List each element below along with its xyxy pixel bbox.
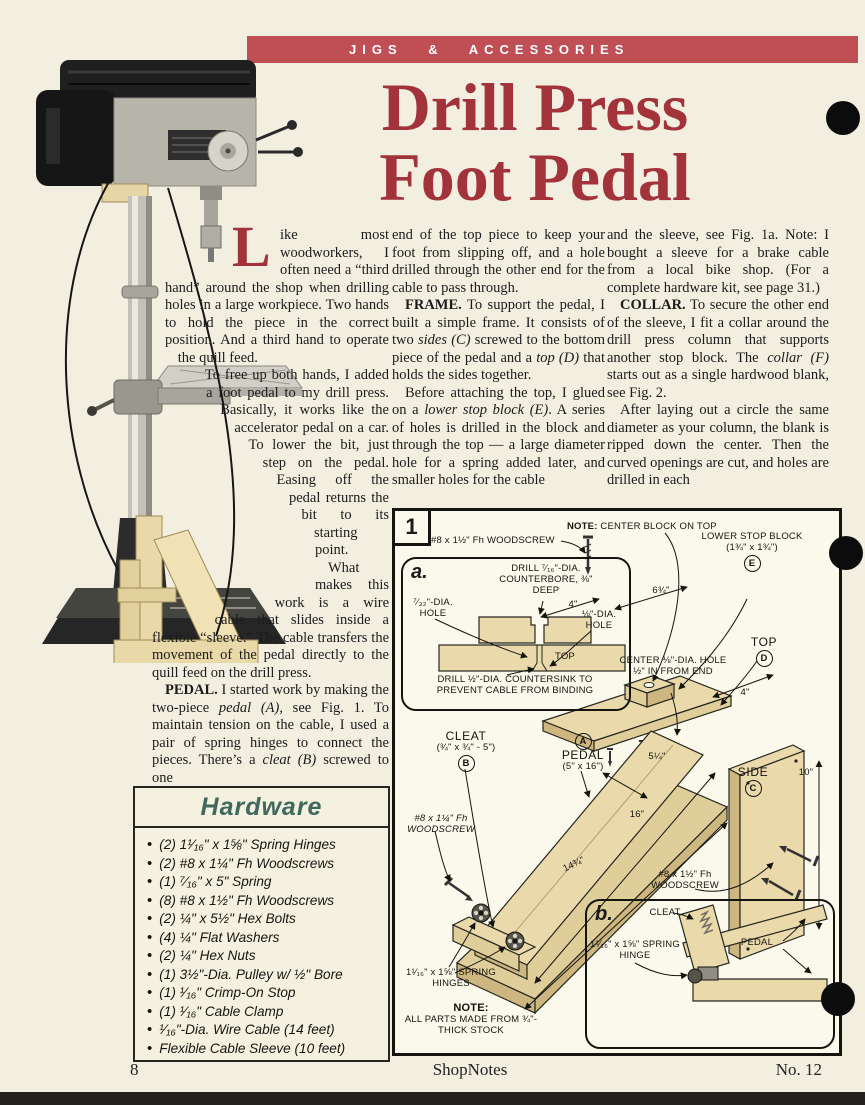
article-title <box>295 69 775 215</box>
label-countersink: DRILL ½"-DIA. COUNTERSINK TO PREVENT CABLE FROM BINDING <box>436 674 594 696</box>
label-pedal-text: PEDAL <box>561 748 605 762</box>
article-title-line2: Foot Pedal <box>379 139 691 215</box>
hardware-title-bar <box>135 788 388 828</box>
part-letter-d: D <box>756 650 773 667</box>
label-pedal-dim: (5" x 16") <box>562 761 604 772</box>
label-spring-hinges: 1¹⁄₁₆" x 1⅝" SPRING HINGES <box>406 967 496 989</box>
label-dim-10: 10" <box>798 767 814 778</box>
label-lower-stop-block <box>691 531 813 572</box>
hardware-item: • (1) ⁷⁄₁₆" x 5" Spring <box>147 873 382 892</box>
label-screw-right: #8 x 1½" Fh WOODSCREW <box>651 869 719 891</box>
paragraph: COLLAR. To secure the other end of the sleeve, I fit a collar around the drill press column that supports another stop block. The collar (F) starts out as a single hardwood blank, see Fig. 2. <box>607 297 829 401</box>
label-dim-5-1-4: 5¼" <box>648 751 666 762</box>
label-side <box>727 767 779 797</box>
label-lower-stop-block-dim: (1¾" x 1¾") <box>726 542 778 553</box>
hardware-items <box>135 836 388 1058</box>
label-pedal <box>541 731 625 772</box>
label-b-cleat: CLEAT <box>649 907 681 918</box>
hardware-list-box <box>133 786 390 1062</box>
label-top-text: TOP <box>750 635 778 649</box>
scan-edge-bar <box>0 1092 865 1105</box>
part-letter-c: C <box>745 780 762 797</box>
paragraph: After laying out a circle the same diameter as your column, the blank is ripped down the center. Then the curved openings are cut, and holes are drilled in each <box>607 402 829 488</box>
hardware-item: • (2) 1¹⁄₁₆" x 1⅝" Spring Hinges <box>147 836 382 855</box>
body-column-1 <box>152 227 389 787</box>
label-counterbore: DRILL ⁷⁄₁₆"-DIA. COUNTERBORE, ⅜" DEEP <box>499 563 593 596</box>
label-cleat <box>419 731 513 772</box>
hardware-item: • (8) #8 x 1½" Fh Woodscrews <box>147 892 382 911</box>
label-b-pedal: PEDAL <box>740 937 774 948</box>
label-note-center: NOTE: CENTER BLOCK ON TOP <box>567 521 717 532</box>
label-top-in-a: TOP <box>555 651 575 662</box>
paragraph: FRAME. To support the pedal, I built a simple frame. It consists of two sides (C) screwed to the bottom piece of the pedal and a top (D) that holds the sides together. <box>392 297 605 383</box>
hardware-item: • (4) ¼" Flat Washers <box>147 929 382 948</box>
hardware-item: • (1) ¹⁄₁₆" Crimp-On Stop <box>147 984 382 1003</box>
paragraph: Before attaching the top, I glued on a lower stop block (E). A series of holes is drilled in the block and through the top — a large diameter hole for a spring added later, and smaller holes for the cable <box>392 384 605 488</box>
label-note-stock-body: ALL PARTS MADE FROM ¾"-THICK STOCK <box>404 1014 538 1036</box>
detail-b-tag: b. <box>595 903 613 925</box>
label-center-hole: CENTER ⅛"-DIA. HOLE ½" IN FROM END <box>619 655 727 677</box>
section-banner <box>247 36 858 63</box>
hardware-title: Hardware <box>200 793 323 821</box>
label-dim-16: 16" <box>629 809 645 820</box>
label-lower-stop-block-text: LOWER STOP BLOCK <box>701 531 803 542</box>
hole-punch <box>826 101 860 135</box>
label-top <box>739 637 789 667</box>
paragraph: end of the top piece to keep your foot from slipping off, and a hole drilled through the other end for the cable to pass through. <box>392 227 605 296</box>
label-screw-left: #8 x 1¼" Fh WOODSCREW <box>407 813 475 835</box>
hardware-item: • (1) 3½"-Dia. Pulley w/ ½" Bore <box>147 966 382 985</box>
figure-number: 1 <box>392 508 431 546</box>
label-note-stock-title: NOTE: <box>453 1002 489 1014</box>
hole-punch <box>821 982 855 1016</box>
body-column-3 <box>607 227 829 490</box>
hardware-item: • (2) ¼" x 5½" Hex Bolts <box>147 910 382 929</box>
label-b-spring-hinge: 1¹⁄₁₆" x 1⅝" SPRING HINGE <box>590 939 680 961</box>
label-hole-1-8: ⅛"-DIA. HOLE <box>581 609 617 631</box>
hardware-item: • Flexible Cable Sleeve (10 feet) <box>147 1040 382 1059</box>
label-dim-4a: 4" <box>568 599 578 610</box>
magazine-name: ShopNotes <box>432 1060 508 1079</box>
label-note-stock <box>397 1003 545 1036</box>
detail-b-box <box>585 899 835 1049</box>
page-number: 8 <box>130 1060 139 1079</box>
article-title-line1: Drill Press <box>381 69 689 145</box>
part-letter-b: B <box>458 755 475 772</box>
body-column-2 <box>392 227 605 490</box>
section-banner-label: JIGS & ACCESSORIES <box>349 42 630 57</box>
paragraph: What makes this work is a wire cable that slides inside a flexible “sleeve.” The cable transfers the movement of the pedal directly to the quill feed on the drill press. <box>152 559 389 681</box>
part-letter-e: E <box>744 555 761 572</box>
label-cleat-dim: (¾" x ¾" - 5") <box>436 742 496 753</box>
label-dim-6-3-4: 6¾" <box>652 585 670 596</box>
label-dim-14-3-4: 14¾" <box>561 854 587 875</box>
label-hole-7-32: ⁷⁄₃₂"-DIA. HOLE <box>413 597 453 619</box>
label-screw-top: #8 x 1½" Fh WOODSCREW <box>431 535 555 546</box>
issue-number: No. 12 <box>775 1060 822 1079</box>
detail-a-tag: a. <box>411 561 428 583</box>
figure-1 <box>392 508 842 1056</box>
paragraph: PEDAL. I started work by making the two-piece pedal (A), see Fig. 1. To maintain tension on the cable, I used a pair of spring hinges to connect the pieces. There’s a cleat (B) screwed to one <box>152 682 390 786</box>
hardware-item: • ¹⁄₁₆"-Dia. Wire Cable (14 feet) <box>147 1021 382 1040</box>
label-side-text: SIDE <box>737 765 769 779</box>
drop-cap: L <box>232 214 271 279</box>
paragraph: To free up both hands, I added a foot pedal to my drill press. Basically, it works like the accelerator pedal on a car. To lower the bit, just step on the pedal. Easing off the pedal returns the bit to its starting point. <box>204 367 389 558</box>
hardware-item: • (2) ¼" Hex Nuts <box>147 947 382 966</box>
label-cleat-text: CLEAT <box>445 729 487 743</box>
paragraph: ike most woodworkers, I often need a “third hand” around the shop when drilling holes in a large workpiece. Two hands to hold the piece in the correct position. And a third hand to operate the quill feed. <box>165 227 389 366</box>
label-dim-4b: 4" <box>740 687 750 698</box>
paragraph: and the sleeve, see Fig. 1a. Note: I bought a sleeve for a brake cable from a local bike shop. (For a complete hardware kit, see page 31.) <box>607 227 829 296</box>
hole-punch <box>829 536 863 570</box>
hardware-item: • (2) #8 x 1¼" Fh Woodscrews <box>147 855 382 874</box>
hardware-item: • (1) ¹⁄₁₆" Cable Clamp <box>147 1003 382 1022</box>
part-letter-a: A <box>575 733 592 750</box>
